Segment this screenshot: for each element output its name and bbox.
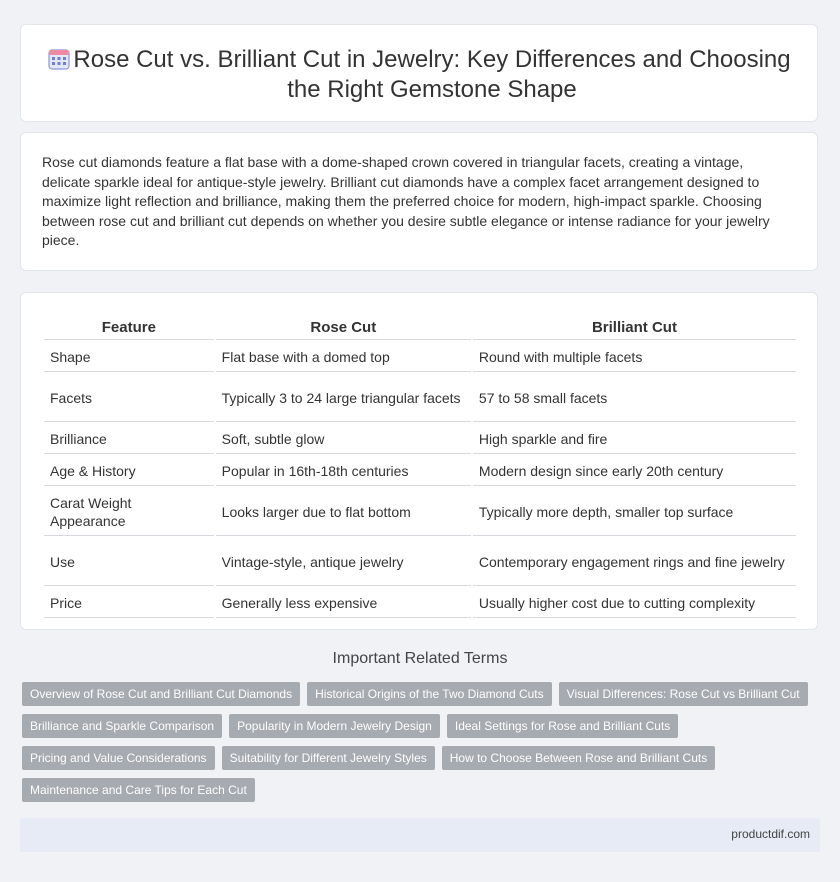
table-row [44,342,796,372]
table-cell: Typically more depth, smaller top surface [473,488,796,536]
related-term-tag[interactable]: Maintenance and Care Tips for Each Cut [22,778,255,802]
table-cell: Vintage-style, antique jewelry [216,538,471,586]
page-title: Rose Cut vs. Brilliant Cut in Jewelry: Key Differences and Choosing the Right Gemstone Shape [73,46,791,103]
related-term-tag[interactable]: Overview of Rose Cut and Brilliant Cut Diamonds [22,682,300,706]
table-cell: Looks larger due to flat bottom [216,488,471,536]
table-cell: High sparkle and fire [473,424,796,454]
column-header: Rose Cut [216,311,471,340]
table-header-row [44,311,796,340]
table-cell: Facets [44,374,214,422]
table-cell: Shape [44,342,214,372]
related-term-tag[interactable]: Pricing and Value Considerations [22,746,215,770]
related-term-tag[interactable]: Historical Origins of the Two Diamond Cuts [307,682,552,706]
table-cell: Contemporary engagement rings and fine jewelry [473,538,796,586]
header-card [20,24,818,122]
table-cell: Typically 3 to 24 large triangular facets [216,374,471,422]
comparison-table [42,309,798,620]
table-row [44,424,796,454]
intro-card [20,132,818,271]
related-term-tag[interactable]: Visual Differences: Rose Cut vs Brilliant Cut [559,682,808,706]
footer [20,818,820,852]
table-cell: Carat Weight Appearance [44,488,214,536]
table-cell: Usually higher cost due to cutting complexity [473,588,796,618]
table-row [44,374,796,422]
table-cell: Flat base with a domed top [216,342,471,372]
site-name[interactable]: productdif.com [731,827,810,841]
table-cell: Generally less expensive [216,588,471,618]
table-row [44,488,796,536]
table-row [44,538,796,586]
table-cell: Modern design since early 20th century [473,456,796,486]
table-cell: Age & History [44,456,214,486]
table-cell: Round with multiple facets [473,342,796,372]
related-terms-list [22,682,822,802]
table-cell: Brilliance [44,424,214,454]
related-term-tag[interactable]: Popularity in Modern Jewelry Design [229,714,440,738]
table-cell: Soft, subtle glow [216,424,471,454]
table-cell: 57 to 58 small facets [473,374,796,422]
column-header: Brilliant Cut [473,311,796,340]
table-cell: Use [44,538,214,586]
related-term-tag[interactable]: How to Choose Between Rose and Brilliant Cuts [442,746,715,770]
comparison-table-card [20,292,818,630]
intro-text: Rose cut diamonds feature a flat base with a dome-shaped crown covered in triangular facets, creating a vintage, delicate sparkle ideal for antique-style jewelry. Brilliant cut diamonds have a complex facet arrangement designed to maximize light reflection and brilliance, making them the preferred choice for modern, high-impact sparkle. Choosing between rose cut and brilliant cut depends on whether you desire subtle elegance or intense radiance for your jewelry piece. [42,154,770,248]
table-cell: Popular in 16th-18th centuries [216,456,471,486]
table-row [44,456,796,486]
related-terms-title: Important Related Terms [332,650,508,667]
related-term-tag[interactable]: Brilliance and Sparkle Comparison [22,714,222,738]
column-header: Feature [44,311,214,340]
table-row [44,588,796,618]
related-term-tag[interactable]: Suitability for Different Jewelry Styles [222,746,435,770]
related-term-tag[interactable]: Ideal Settings for Rose and Brilliant Cuts [447,714,678,738]
table-cell: Price [44,588,214,618]
